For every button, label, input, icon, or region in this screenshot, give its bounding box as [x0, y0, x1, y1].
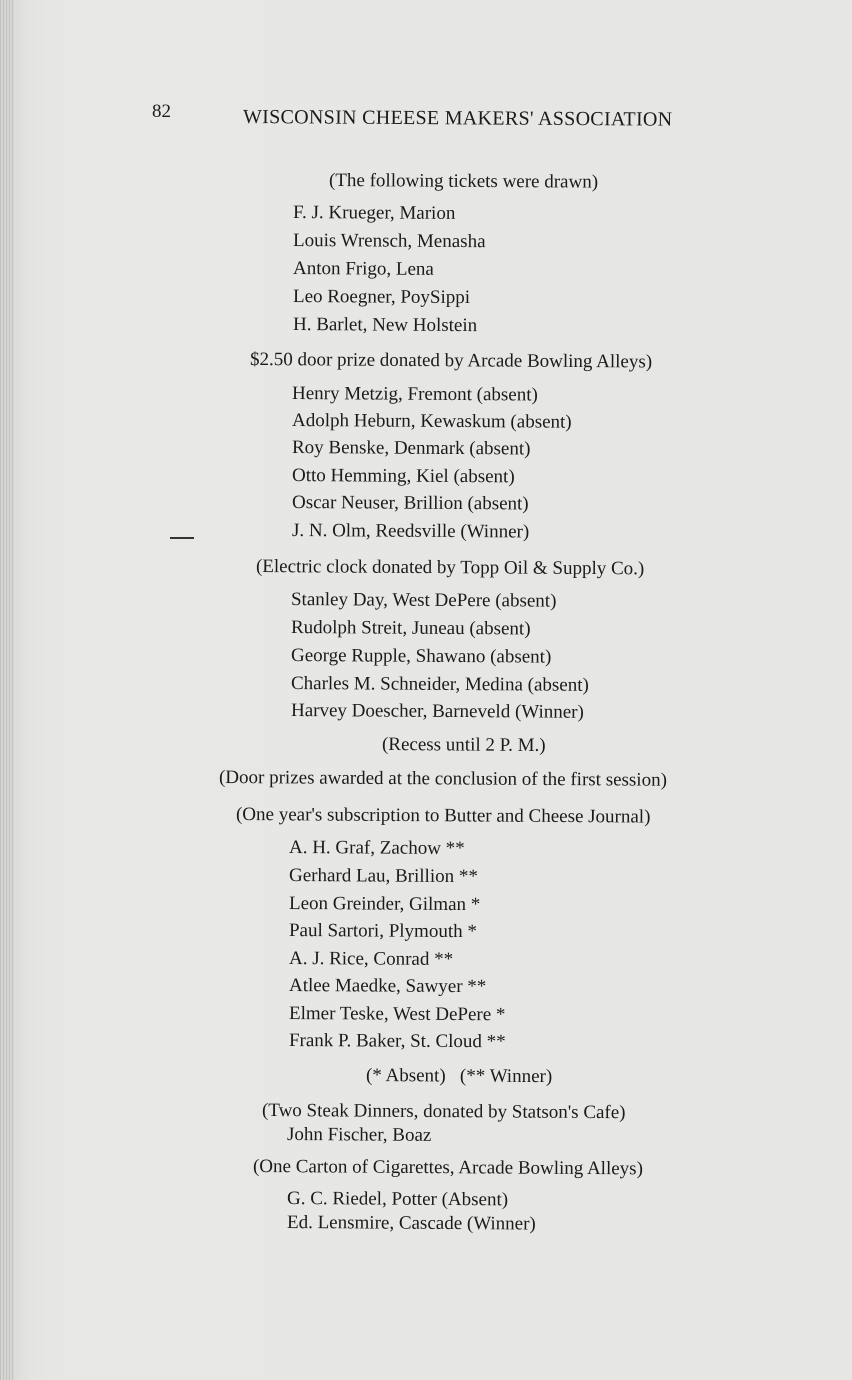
text-line: (Electric clock donated by Topp Oil & Supply Co.)	[255, 556, 645, 580]
text-line: Elmer Teske, West DePere *	[288, 1003, 506, 1026]
text-line: Ed. Lensmire, Cascade (Winner)	[286, 1212, 536, 1235]
page-spine-shadow	[0, 0, 14, 1380]
text-line: Paul Sartori, Plymouth *	[288, 920, 477, 943]
page-number: 82	[152, 101, 171, 122]
text-line: Oscar Neuser, Brillion (absent)	[291, 492, 529, 515]
text-line: (One year's subscription to Butter and Cheese Journal)	[235, 804, 651, 828]
legend-line: (* Absent) (** Winner)	[365, 1065, 553, 1088]
text-line: Otto Hemming, Kiel (absent)	[291, 465, 515, 488]
text-line: A. H. Graf, Zachow **	[288, 837, 465, 860]
text-line: John Fischer, Boaz	[286, 1124, 432, 1146]
text-line: Stanley Day, West DePere (absent)	[290, 589, 557, 612]
text-line: Harvey Doescher, Barneveld (Winner)	[290, 700, 584, 723]
text-line: Rudolph Streit, Juneau (absent)	[290, 617, 531, 640]
text-line: (The following tickets were drawn)	[328, 170, 599, 193]
text-line: Louis Wrensch, Menasha	[292, 230, 486, 253]
text-line: Henry Metzig, Fremont (absent)	[291, 383, 538, 406]
text-line: (Two Steak Dinners, donated by Statson's Cafe)	[261, 1100, 626, 1124]
text-line: Frank P. Baker, St. Cloud **	[288, 1030, 506, 1053]
text-line: Charles M. Schneider, Medina (absent)	[290, 673, 589, 696]
text-line: Gerhard Lau, Brillion **	[288, 865, 478, 888]
text-line: (Recess until 2 P. M.)	[381, 734, 546, 756]
text-line: George Rupple, Shawano (absent)	[290, 645, 552, 668]
text-line: (One Carton of Cigarettes, Arcade Bowling Alleys)	[252, 1156, 643, 1180]
text-line: F. J. Krueger, Marion	[292, 202, 456, 224]
text-line: Leon Greinder, Gilman *	[288, 893, 481, 916]
text-line: H. Barlet, New Holstein	[292, 314, 478, 337]
running-header: WISCONSIN CHEESE MAKERS' ASSOCIATION	[242, 106, 673, 131]
text-line: Adolph Heburn, Kewaskum (absent)	[291, 410, 572, 433]
text-line: Roy Benske, Denmark (absent)	[291, 437, 531, 460]
text-line: A. J. Rice, Conrad **	[288, 948, 454, 971]
text-line: (Door prizes awarded at the conclusion of the first session)	[218, 767, 668, 791]
text-line: J. N. Olm, Reedsville (Winner)	[291, 520, 530, 543]
text-line: Anton Frigo, Lena	[292, 258, 434, 280]
text-line: Atlee Maedke, Sawyer **	[288, 975, 487, 998]
margin-dash-mark	[170, 537, 194, 539]
text-line: Leo Roegner, PoySippi	[292, 286, 471, 309]
text-line: $2.50 door prize donated by Arcade Bowling Alleys)	[249, 349, 653, 373]
text-line: G. C. Riedel, Potter (Absent)	[286, 1188, 509, 1211]
